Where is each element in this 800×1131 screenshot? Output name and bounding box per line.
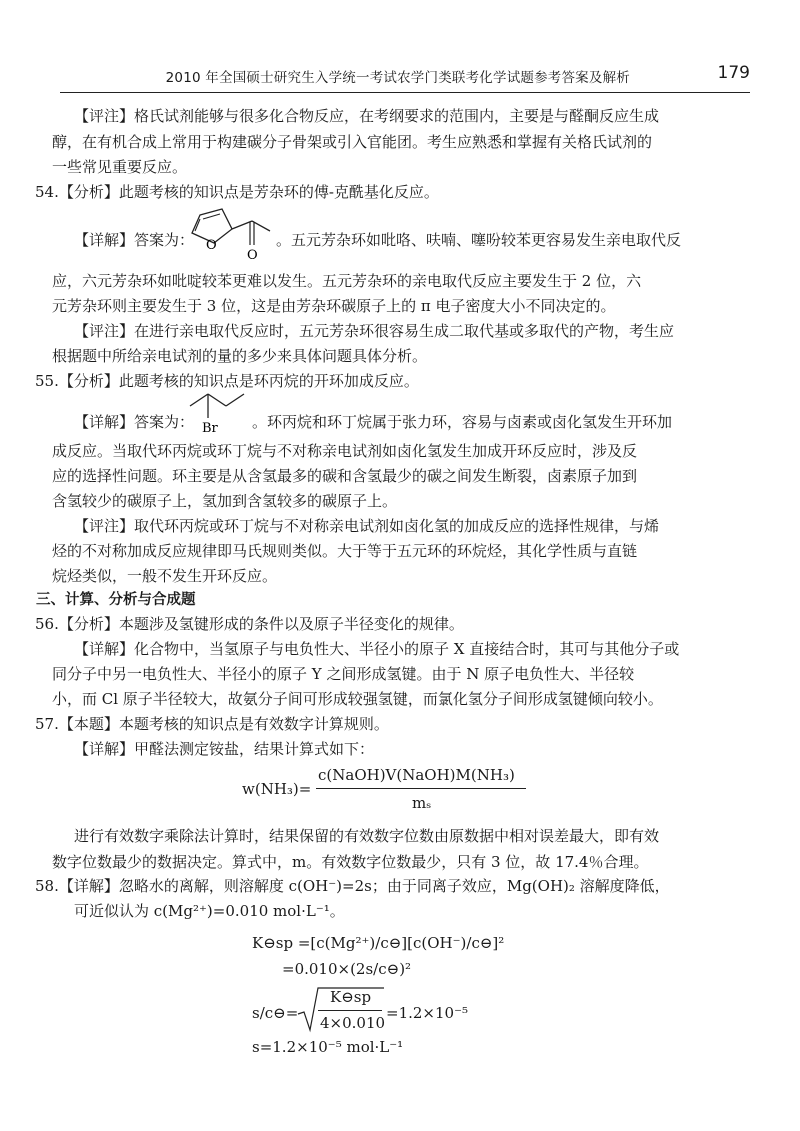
paragraph-line: 应的选择性问题。环主要是从含氢最多的碳和含氢最少的碳之间发生断裂，卤素原子加到 bbox=[52, 467, 638, 485]
fraction-bar bbox=[318, 1010, 382, 1011]
solubility-lhs: s/c⊖= bbox=[252, 1004, 299, 1022]
question-55-answer-label: 【详解】答案为： bbox=[74, 413, 195, 431]
question-57-topic: 57.【本题】本题考核的知识点是有效数字计算规则。 bbox=[35, 715, 389, 733]
question-54-answer-label: 【详解】答案为： bbox=[74, 231, 195, 249]
paragraph-line: 进行有效数字乘除法计算时，结果保留的有效数字位数由原数据中相对误差最大，即有效 bbox=[74, 827, 660, 845]
fraction-bar bbox=[316, 788, 526, 789]
paragraph-line: 。五元芳杂环如吡咯、呋喃、噻吩较苯更容易发生亲电取代反 bbox=[276, 231, 682, 249]
sqrt-denominator: 4×0.010 bbox=[320, 1014, 386, 1032]
sqrt-numerator: K⊖sp bbox=[330, 988, 372, 1006]
paragraph-line: 烃的不对称加成反应规律即马氏规则类似。大于等于五元环的环烷烃，其化学性质与直链 bbox=[52, 542, 638, 560]
paragraph-line: 可近似认为 c(Mg²⁺)=0.010 mol·L⁻¹。 bbox=[74, 902, 345, 920]
paragraph-line: 一些常见重要反应。 bbox=[52, 158, 188, 176]
question-56-analysis: 56.【分析】本题涉及氢键形成的条件以及原子半径变化的规律。 bbox=[35, 615, 464, 633]
paragraph-line: 烷烃类似，一般不发生开环反应。 bbox=[52, 567, 278, 585]
solubility-rhs: =1.2×10⁻⁵ bbox=[386, 1004, 469, 1022]
paragraph-line: 【详解】甲醛法测定铵盐，结果计算式如下： bbox=[74, 740, 375, 758]
ksp-substitution: =0.010×(2s/c⊖)² bbox=[282, 960, 412, 978]
ksp-expression: K⊖sp =[c(Mg²⁺)/c⊖][c(OH⁻)/c⊖]² bbox=[252, 934, 505, 952]
paragraph-line: 【评注】格氏试剂能够与很多化合物反应，在考纲要求的范围内，主要是与醛酮反应生成 bbox=[74, 107, 660, 125]
solubility-result: s=1.2×10⁻⁵ mol·L⁻¹ bbox=[252, 1038, 404, 1056]
equation-numerator: c(NaOH)V(NaOH)M(NH₃) bbox=[318, 766, 515, 784]
bromine-label: Br bbox=[202, 421, 218, 436]
paragraph-line: 同分子中另一电负性大、半径小的原子 Y 之间形成氢键。由于 N 原子电负性大、半径较 bbox=[52, 665, 635, 683]
paragraph-line: 【详解】化合物中，当氢原子与电负性大、半径小的原子 X 直接结合时，其可与其他分子或 bbox=[74, 640, 680, 658]
paragraph-line: 。环丙烷和环丁烷属于张力环，容易与卤素或卤化氢发生开环加 bbox=[252, 413, 673, 431]
question-54-analysis: 54.【分析】此题考核的知识点是芳杂环的傅-克酰基化反应。 bbox=[35, 183, 439, 201]
question-58-detail: 58.【详解】忽略水的离解，则溶解度 c(OH⁻)=2s；由于同离子效应，Mg(OH)₂ 溶解度降低， bbox=[35, 877, 670, 895]
equation-lhs: w(NH₃)= bbox=[242, 780, 312, 798]
paragraph-line: 根据题中所给亲电试剂的量的多少来具体问题具体分析。 bbox=[52, 347, 428, 365]
paragraph-line: 元芳杂环则主要发生于 3 位，这是由芳杂环碳原子上的 π 电子密度大小不同决定的。 bbox=[52, 297, 616, 315]
question-55-analysis: 55.【分析】此题考核的知识点是环丙烷的开环加成反应。 bbox=[35, 372, 419, 390]
page-number: 179 bbox=[717, 63, 750, 83]
paragraph-line: 小，而 Cl 原子半径较大，故氨分子间可形成较强氢键，而氯化氢分子间形成氢键倾向较小。 bbox=[52, 690, 663, 708]
paragraph-line: 含氢较少的碳原子上，氢加到含氢较多的碳原子上。 bbox=[52, 492, 398, 510]
paragraph-line: 【评注】在进行亲电取代反应时，五元芳杂环很容易生成二取代基或多取代的产物，考生应 bbox=[74, 322, 675, 340]
paragraph-line: 应，六元芳杂环如吡啶较苯更难以发生。五元芳杂环的亲电取代反应主要发生于 2 位，六 bbox=[52, 272, 642, 290]
header-title: 2010 年全国硕士研究生入学统一考试农学门类联考化学试题参考答案及解析 bbox=[165, 70, 630, 86]
paragraph-line: 数字位数最少的数据决定。算式中，m。有效数字位数最少，只有 3 位，故 17.4％合理。 bbox=[52, 853, 649, 871]
carbonyl-oxygen-label: O bbox=[247, 248, 258, 263]
section-heading: 三、计算、分析与合成题 bbox=[36, 592, 196, 608]
equation-denominator: mₛ bbox=[412, 794, 432, 812]
bromobutane-structure bbox=[186, 388, 256, 436]
furyl-methyl-ketone-structure bbox=[186, 201, 276, 263]
furan-oxygen-label: O bbox=[206, 238, 217, 253]
paragraph-line: 【评注】取代环丙烷或环丁烷与不对称亲电试剂如卤化氢的加成反应的选择性规律，与烯 bbox=[74, 517, 660, 535]
running-header bbox=[60, 62, 750, 93]
paragraph-line: 成反应。当取代环丙烷或环丁烷与不对称亲电试剂如卤化氢发生加成开环反应时，涉及反 bbox=[52, 442, 638, 460]
paragraph-line: 醇，在有机合成上常用于构建碳分子骨架或引入官能团。考生应熟悉和掌握有关格氏试剂的 bbox=[52, 133, 653, 151]
